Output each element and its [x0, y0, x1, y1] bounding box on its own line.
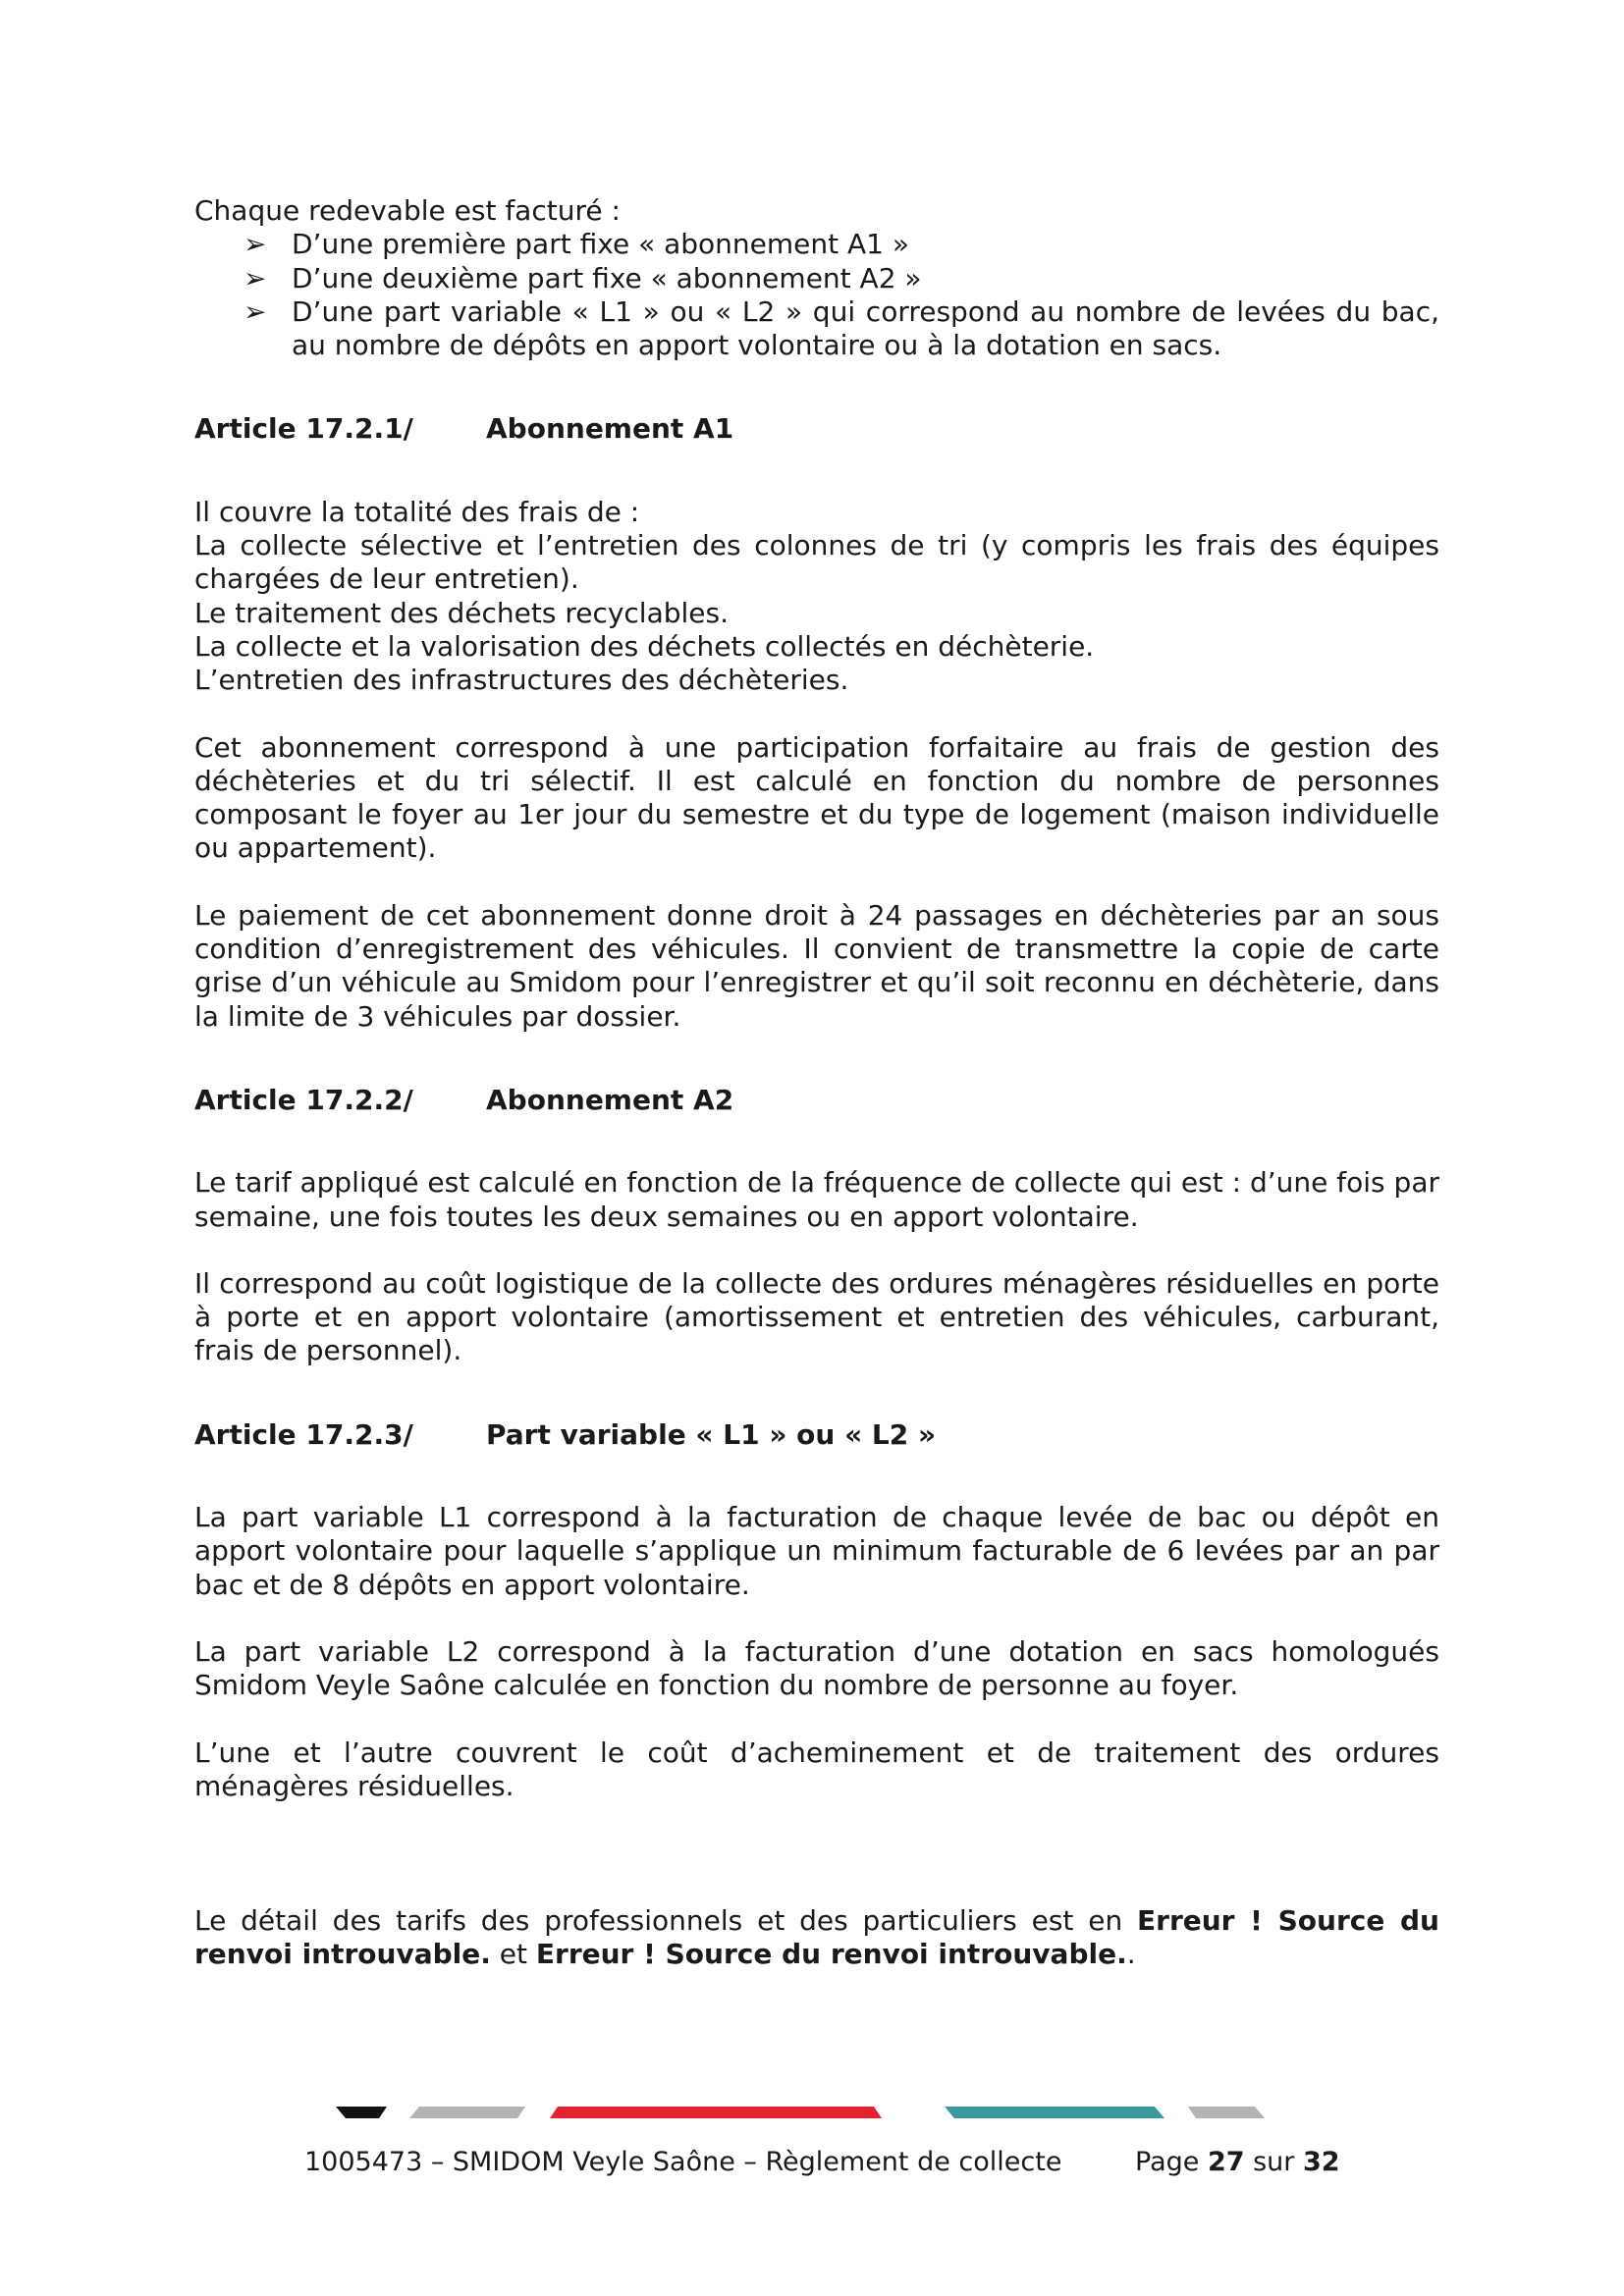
list-item-text: D’une deuxième part fixe « abonnement A2 » — [292, 261, 922, 294]
intro-lead: Chaque redevable est facturé : — [194, 194, 621, 227]
footer-stripes — [0, 2107, 1624, 2118]
a1-paragraph: Le paiement de cet abonnement donne droit à 24 passages en déchèteries par an sous condition d’enregistrement des véhicules. Il convient de transmettre la copie de carte grise d’un véhicule au Smidom pour l’enregistrer et qu’il soit reconnu en déchèterie, dans la limite de 3 véhicules par dossier. — [194, 898, 1439, 1033]
footer-stripe-gray — [1188, 2107, 1265, 2118]
broken-reference: Erreur ! Source du renvoi introuvable. — [194, 1904, 1439, 1971]
list-item — [194, 295, 1439, 363]
closing-text: . — [1126, 1938, 1136, 1971]
closing-text: Le détail des tarifs des professionnels et des particuliers est en — [194, 1904, 1138, 1938]
a3-paragraph: L’une et l’autre couvrent le coût d’acheminement et de traitement des ordures ménagères résiduelles. — [194, 1735, 1439, 1802]
a3-paragraph: La part variable L2 correspond à la facturation d’une dotation en sacs homologués Smidom Veyle Saône calculée en fonction du nombre de personne au foyer. — [194, 1634, 1439, 1702]
document-body — [194, 194, 1439, 1972]
a1-paragraph: Cet abonnement correspond à une participation forfaitaire au frais de gestion des déchèteries et du tri sélectif. Il est calculé en fonction du nombre de personnes composant le foyer au 1er jour du semestre et du type de logement (maison individuelle ou appartement). — [194, 730, 1439, 865]
article-title: Abonnement A1 — [486, 412, 734, 446]
a1-line: La collecte sélective et l’entretien des colonnes de tri (y compris les frais des équipes chargées de leur entretien). — [194, 529, 1439, 596]
list-item-text: D’une part variable « L1 » ou « L2 » qui correspond au nombre de levées du bac, au nombre de dépôts en apport volontaire ou à la dotation en sacs. — [292, 294, 1439, 362]
intro-bullet-list — [194, 228, 1439, 362]
article-heading-a3 — [194, 1418, 1439, 1452]
page-current: 27 — [1207, 2147, 1245, 2177]
article-title: Part variable « L1 » ou « L2 » — [486, 1417, 937, 1451]
a3-paragraph: La part variable L1 correspond à la facturation de chaque levée de bac ou dépôt en apport volontaire pour laquelle s’applique un minimum facturable de 6 levées par an par bac et de 8 dépôts en apport volontaire. — [194, 1501, 1439, 1601]
footer-stripe-black — [336, 2107, 387, 2118]
article-number: Article 17.2.2/ — [194, 1083, 413, 1116]
footer-stripe-red — [550, 2107, 882, 2118]
list-item — [194, 262, 1439, 295]
article-number: Article 17.2.3/ — [194, 1417, 413, 1451]
broken-reference: Erreur ! Source du renvoi introuvable. — [535, 1938, 1127, 1971]
article-heading-a1 — [194, 412, 1439, 446]
a1-lead: Il couvre la totalité des frais de : — [194, 495, 640, 528]
arrow-bullet-icon: ➢ — [244, 294, 267, 328]
a1-line: L’entretien des infrastructures des déchèteries. — [194, 664, 849, 697]
arrow-bullet-icon: ➢ — [244, 228, 267, 261]
article-title: Abonnement A2 — [486, 1083, 734, 1116]
page-total: 32 — [1302, 2147, 1340, 2177]
closing-paragraph — [194, 1904, 1439, 1972]
footer-page-number — [1135, 2146, 1340, 2179]
article-number: Article 17.2.1/ — [194, 412, 413, 446]
footer-stripe-teal — [945, 2107, 1164, 2118]
a2-paragraph: Le tarif appliqué est calculé en fonction de la fréquence de collecte qui est : d’une fois par semaine, une fois toutes les deux semaines ou en apport volontaire. — [194, 1166, 1439, 1233]
a1-line: Le traitement des déchets recyclables. — [194, 596, 730, 629]
page-mid: sur — [1244, 2147, 1303, 2177]
footer-document-label: 1005473 – SMIDOM Veyle Saône – Règlement de collecte — [304, 2147, 1062, 2177]
closing-text: et — [490, 1938, 536, 1971]
list-item-text: D’une première part fixe « abonnement A1 » — [292, 228, 910, 261]
article-heading-a2 — [194, 1084, 1439, 1117]
page-prefix: Page — [1135, 2147, 1208, 2177]
list-item — [194, 228, 1439, 261]
arrow-bullet-icon: ➢ — [244, 261, 267, 294]
a2-paragraph: Il correspond au coût logistique de la collecte des ordures ménagères résiduelles en porte à porte et en apport volontaire (amortissement et entretien des véhicules, carburant, frais de personnel). — [194, 1266, 1439, 1367]
footer-stripe-gray — [409, 2107, 525, 2118]
a1-line: La collecte et la valorisation des déchets collectés en déchèterie. — [194, 629, 1095, 663]
